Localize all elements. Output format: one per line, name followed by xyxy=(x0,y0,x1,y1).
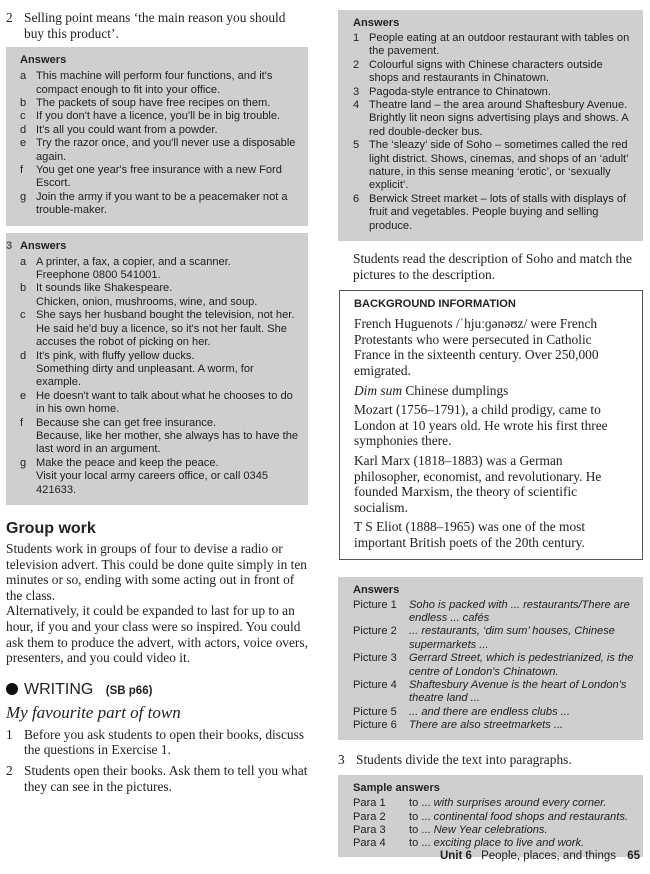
background-paragraph: Mozart (1756–1791), a child prodigy, came to London at 10 years old. He wrote his first three symphonies there. xyxy=(354,402,608,449)
background-paragraph: Karl Marx (1818–1883) was a German philosopher, economist, and revolutionary. He founded Marxism, the theory of scientific socialism. xyxy=(354,453,602,515)
item-line: Freephone 0800 541001. xyxy=(36,269,161,282)
row-key: Picture 3 xyxy=(353,652,397,665)
row-text: to ... continental food shops and restaurants. xyxy=(409,810,628,823)
item-line: You get one year's free insurance with a new Ford Escort. xyxy=(36,164,282,190)
answer-item xyxy=(20,282,300,309)
item-line: He doesn't want to talk about what he chooses to do in his own home. xyxy=(36,389,293,416)
item-text xyxy=(36,417,300,457)
item-text xyxy=(36,110,300,123)
bullet-icon xyxy=(6,683,18,695)
answer-item xyxy=(20,350,300,390)
sample-row xyxy=(353,824,635,837)
sb-page-ref: (SB p66) xyxy=(105,684,153,697)
item-text: Students open their books. Ask them to tell you what they can see in the pictures. xyxy=(24,762,308,794)
sample-row xyxy=(353,811,635,824)
item-text: Berwick Street market – lots of stalls with displays of fruit and vegetables. People buying and selling produce. xyxy=(369,192,627,232)
answer-item xyxy=(20,256,300,283)
answer-item xyxy=(20,137,300,164)
background-paragraph: T S Eliot (1888–1965) was one of the most important British poets of the 20th century. xyxy=(354,519,586,550)
background-paragraph: French Huguenots /ˈhjuːɡənəʊz/ were French Protestants who were persecuted in Catholic France in the sixteenth century. Over 250,000 emigrated. xyxy=(354,316,599,379)
box-title: Sample answers xyxy=(353,782,440,795)
row-key: Picture 4 xyxy=(353,679,397,692)
item-text xyxy=(36,457,300,497)
page-number: 65 xyxy=(627,850,640,862)
item-text xyxy=(36,97,300,110)
item-line: Make the peace and keep the peace. xyxy=(36,456,219,469)
sample-row xyxy=(353,837,635,850)
answers-table xyxy=(353,797,635,851)
item-key: e xyxy=(20,389,27,402)
item-line: It's pink, with fluffy yellow ducks. xyxy=(36,349,195,362)
section-heading: Group work xyxy=(6,519,96,537)
item-number: 1 xyxy=(6,726,13,742)
item-text: Pagoda-style entrance to Chinatown. xyxy=(369,85,551,98)
box-title: Answers xyxy=(353,17,400,29)
answer-item xyxy=(20,97,300,110)
item-key: f xyxy=(20,416,24,429)
writing-item xyxy=(6,763,308,794)
unit-title: People, places, and things xyxy=(481,850,616,862)
item-line: If you don't have a licence, you'll be in big trouble. xyxy=(36,110,281,123)
item-line: Try the razor once, and you'll never use a disposable again. xyxy=(36,137,296,163)
answer-item xyxy=(20,124,300,137)
row-text: Gerrard Street, which is pedestrianized, is the centre of London's Chinatown. xyxy=(409,652,634,678)
answer-item xyxy=(20,457,300,497)
row-key: Picture 6 xyxy=(353,719,397,732)
item-line: Something dirty and unpleasant. A worm, for example. xyxy=(36,362,254,389)
writing-list xyxy=(6,727,308,794)
exercise-number: 3 xyxy=(6,239,13,252)
row-text: ... and there are endless clubs ... xyxy=(409,705,570,718)
item-key: 2 xyxy=(353,58,360,71)
row-key: Picture 2 xyxy=(353,625,397,638)
row-text: to ... New Year celebrations. xyxy=(409,824,548,837)
answers-box-exercise-3 xyxy=(6,233,308,505)
answer-item xyxy=(353,139,635,193)
answer-row xyxy=(353,719,635,732)
box-title: Answers xyxy=(353,583,400,596)
item-text xyxy=(36,350,300,390)
item-key: c xyxy=(20,309,26,322)
item-key: f xyxy=(20,164,24,177)
answer-item xyxy=(20,70,300,97)
item-line: Join the army if you want to be a peacemaker not a trouble-maker. xyxy=(36,190,288,217)
row-text: There are also streetmarkets ... xyxy=(409,719,564,732)
answer-row xyxy=(353,599,635,626)
paragraph: Alternatively, it could be expanded to last for up to an hour, if you and your class were so inspired. You could ask them to produce the advert, with actors, voice overs, presenters, and you could video it. xyxy=(6,603,308,666)
item-key: 5 xyxy=(353,139,360,152)
answers-list xyxy=(20,70,300,217)
item-line: The packets of soup have free recipes on them. xyxy=(36,97,271,109)
paragraph: Students read the description of Soho and match the pictures to the description. xyxy=(353,251,632,282)
row-text: Soho is packed with ... restaurants/There are endless ... cafés xyxy=(409,598,630,624)
answer-item xyxy=(353,86,635,99)
item-key: 3 xyxy=(353,85,360,98)
item-line: A printer, a fax, a copier, and a scanner. xyxy=(36,255,231,268)
answer-row xyxy=(353,652,635,679)
unit-label: Unit 6 xyxy=(439,850,472,862)
item-key: d xyxy=(20,349,27,362)
item-number: 2 xyxy=(6,762,13,778)
item-line: Because she can get free insurance. xyxy=(36,416,217,429)
answers-box-picture-match xyxy=(338,577,643,740)
item-text xyxy=(36,390,300,417)
answer-item xyxy=(20,309,300,349)
item-key: a xyxy=(20,70,27,83)
answers-box-adverts xyxy=(6,47,308,225)
item-line: It's all you could want from a powder. xyxy=(36,123,218,136)
item-text: Colourful signs with Chinese characters outside shops and restaurants in Chinatown. xyxy=(369,58,603,85)
background-information-box xyxy=(339,290,643,559)
answer-item xyxy=(353,193,635,233)
row-text: ... restaurants, ‘dim sum’ houses, Chinese supermarkets ... xyxy=(409,625,615,651)
item-key: d xyxy=(20,123,27,136)
answer-item xyxy=(20,191,300,218)
answer-row xyxy=(353,706,635,719)
item-text xyxy=(36,256,300,283)
row-key: Picture 5 xyxy=(353,705,397,718)
answers-table xyxy=(353,599,635,733)
item-key: b xyxy=(20,97,27,109)
item-line: It sounds like Shakespeare. xyxy=(36,282,173,295)
writing-section xyxy=(6,680,308,794)
item-text xyxy=(36,70,300,97)
row-text: Shaftesbury Avenue is the heart of London's theatre land ... xyxy=(409,679,627,705)
item-key: 1 xyxy=(353,32,360,44)
writing-heading: WRITING (SB p66) xyxy=(6,680,308,701)
answers-list xyxy=(353,32,635,233)
row-text: to ... exciting place to live and work. xyxy=(409,837,585,850)
page-footer xyxy=(440,850,640,862)
item-line: She says her husband bought the television, not her. He said he'd buy a licence, so it's not her fault. She accuses the robot of picking on her. xyxy=(36,309,295,349)
answer-item xyxy=(353,59,635,86)
item-key: a xyxy=(20,255,27,268)
item-key: c xyxy=(20,110,26,123)
item-text: Theatre land – the area around Shaftesbury Avenue. Brightly lit neon signs advertising plays and shows. A red double-decker bus. xyxy=(369,99,628,138)
item-text xyxy=(36,124,300,137)
item-line: Visit your local army careers office, or call 0345 421633. xyxy=(36,470,269,496)
row-key: Para 3 xyxy=(353,824,386,837)
item-text: Before you ask students to open their books, discuss the questions in Exercise 1. xyxy=(24,726,305,758)
item-key: g xyxy=(20,190,27,203)
box-title: BACKGROUND INFORMATION xyxy=(354,298,516,311)
group-work-section xyxy=(6,519,308,666)
box-title: Answers xyxy=(20,54,67,67)
item-text xyxy=(36,164,300,191)
row-text: to ... with surprises around every corner. xyxy=(409,797,607,810)
answer-item xyxy=(20,110,300,123)
writing-subheading: My favourite part of town xyxy=(6,702,181,722)
answers-list xyxy=(20,256,300,497)
row-key: Para 4 xyxy=(353,837,386,850)
paragraph: Students work in groups of four to devise a radio or television advert. This could be done quite simply in ten minutes or so, ending with some acting out in front of the class. xyxy=(6,540,307,603)
item-key: g xyxy=(20,456,27,469)
item-key: b xyxy=(20,282,27,295)
answers-box-pictures-description xyxy=(338,10,643,241)
item-line: Because, like her mother, she always has to have the last word in an argument. xyxy=(36,429,299,456)
item-line: This machine will perform four functions, and it's compact enough to fit into your office. xyxy=(36,70,273,96)
item-key: 4 xyxy=(353,99,360,112)
answer-item xyxy=(20,417,300,457)
item-text xyxy=(36,282,300,309)
exercise-item-3: 3 Students divide the text into paragraphs. xyxy=(338,751,572,767)
row-key: Para 2 xyxy=(353,810,386,823)
item-text xyxy=(36,137,300,164)
writing-item xyxy=(6,727,308,758)
item-line: Chicken, onion, mushrooms, wine, and soup. xyxy=(36,295,258,308)
box-title: Answers xyxy=(20,239,67,252)
row-key: Picture 1 xyxy=(353,598,397,611)
sample-answers-box xyxy=(338,775,643,857)
answer-item xyxy=(353,32,635,59)
background-paragraph: Dim sum Chinese dumplings xyxy=(354,382,509,398)
answer-row xyxy=(353,625,635,652)
answer-item xyxy=(20,164,300,191)
item-text xyxy=(36,191,300,218)
answer-item xyxy=(20,390,300,417)
answer-row xyxy=(353,679,635,706)
exercise-item-2: 2 Selling point means ‘the main reason you should buy this product’. xyxy=(6,10,286,41)
item-text xyxy=(36,309,300,349)
item-key: e xyxy=(20,137,27,150)
answer-item xyxy=(353,99,635,139)
item-key: 6 xyxy=(353,192,360,205)
sample-row xyxy=(353,797,635,810)
item-text: People eating at an outdoor restaurant with tables on the pavement. xyxy=(369,32,630,58)
row-key: Para 1 xyxy=(353,797,386,810)
item-text: The ‘sleazy’ side of Soho – sometimes called the red light district. Shows, cinemas, and shops of an ‘adult’ nature, in this sense meaning ‘erotic’, or ‘sexually explicit’. xyxy=(369,139,629,192)
